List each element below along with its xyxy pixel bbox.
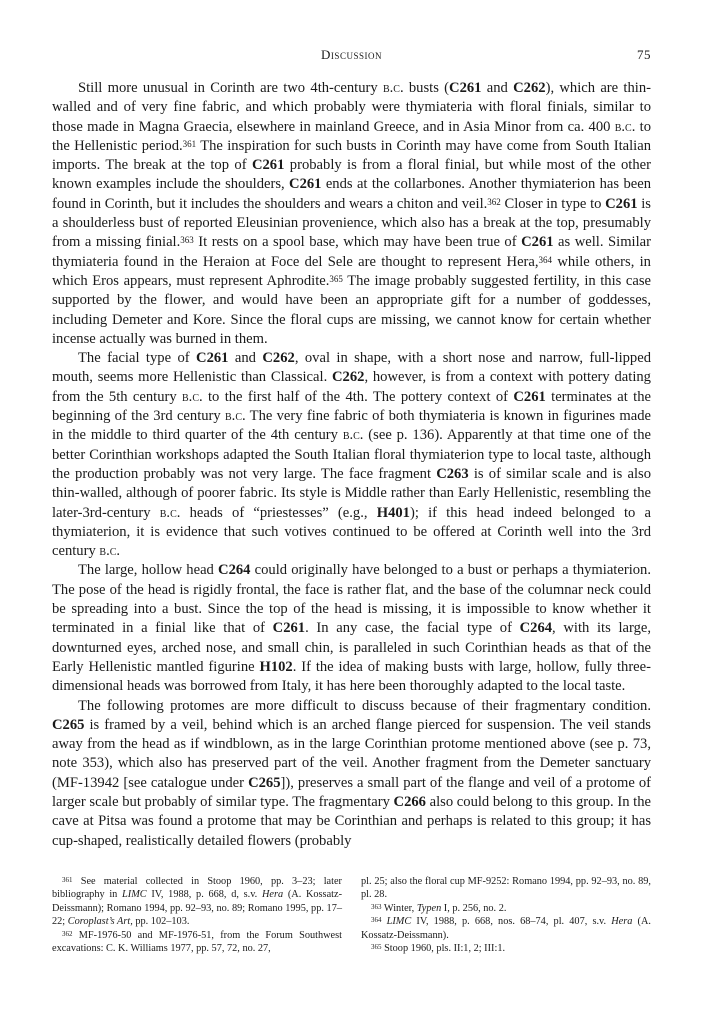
italic-text: Hera bbox=[611, 916, 633, 928]
footnote: $^{362}$ MF-1976-50 and MF-1976-51, from the Forum Southwest excavations: C. K. Williams 1977, pp. 57, 72, no. 27, bbox=[52, 929, 342, 955]
italic-text: Coroplast’s Art, bbox=[67, 916, 133, 928]
small-caps-text: b.c. bbox=[225, 408, 246, 425]
catalogue-ref: C261 bbox=[289, 176, 322, 193]
footnote-ref: 362 bbox=[487, 196, 501, 207]
paragraph-3: The large, hollow head C264 could originally have belonged to a bust or perhaps a thymiaterion. The pose of the head is rigidly frontal, the face is rather flat, and the base of the columnar neck could be spreading into a bust. Since the top of the head is missing, it is impossible to know whether it terminated in a finial like that of C261. In any case, the facial type of C264, with its large, downturned eyes, arched nose, and small chin, is paralleled in such Corinthian heads as that of the Early Hellenistic mantled figurine H102. If the idea of making busts with large, hollow, fully three-dimensional heads was borrowed from Italy, it has here been thoroughly adapted to the local taste. bbox=[52, 562, 651, 695]
catalogue-ref: C262 bbox=[262, 350, 295, 367]
footnote-ref: 362 bbox=[62, 929, 73, 938]
italic-text: LIMC bbox=[122, 889, 147, 901]
footnotes-left-column bbox=[52, 875, 342, 955]
footnotes-right-column bbox=[361, 875, 651, 955]
catalogue-ref: H401 bbox=[376, 504, 410, 521]
body-text bbox=[52, 79, 651, 851]
footnotes bbox=[52, 875, 651, 955]
paragraph-4: The following protomes are more difficult to discuss because of their fragmentary condition. C265 is framed by a veil, behind which is an arched flange pierced for suspension. The veil stands away from the head as if windblown, as in the large Corinthian protome mentioned above (see p. 73, note 353), which also has preserved part of the veil. Another fragment from the Demeter sanctuary (MF-13942 [see catalogue under C265]), preserves a small part of the flange and veil of a protome of larger scale but probably of similar type. The fragmentary C266 also could belong to this group. In the cave at Pitsa was found a protome that may be Corinthian and perhaps is related to this group; it has cup-shaped, realistically detailed flowers (probably bbox=[52, 697, 651, 849]
catalogue-ref: C263 bbox=[436, 465, 469, 482]
small-caps-text: b.c. bbox=[182, 388, 203, 405]
small-caps-text: b.c. bbox=[99, 543, 121, 560]
footnote-ref: 365 bbox=[371, 943, 382, 952]
italic-text: Hera bbox=[261, 889, 284, 901]
catalogue-ref: C261 bbox=[513, 388, 546, 405]
footnote-ref: 365 bbox=[329, 273, 343, 284]
catalogue-ref: C266 bbox=[393, 793, 426, 810]
footnote-ref: 364 bbox=[371, 916, 382, 925]
catalogue-ref: C262 bbox=[332, 369, 365, 386]
catalogue-ref: C261 bbox=[521, 234, 554, 251]
paragraph-1: Still more unusual in Corinth are two 4th-century b.c. busts (C261 and C262), which are thin-walled and of very fine fabric, and which probably were thymiateria with floral finials, similar to those made in Magna Graecia, elsewhere in mainland Greece, and in Asia Minor from ca. 400 b.c. to the Hellenistic period.$^{361}$ The inspiration for such busts in Corinth may have come from South Italian imports. The break at the top of C261 probably is from a floral finial, but while most of the other known examples include the shoulders, C261 ends at the collarbones. Another thymiaterion has been found in Corinth, but it includes the shoulders and wears a chiton and veil.$^{362}$ Closer in type to C261 is a shoulderless bust of reported Eleusinian provenience, which also has a break at the top, presumably from a missing finial.$^{363}$ It rests on a spool base, which may have been true of C261 as well. Similar thymiateria found in the Heraion at Foce del Sele are thought to represent Hera,$^{364}$ while others, in which Eros appears, must represent Aphrodite.$^{365}$ The image probably suggested fertility, in this case supported by the flower, and would have been an appropriate gift for a number of goddesses, including Demeter and Kore. Since the floral cups are missing, we cannot know for certain whether incense actually was burned in them. bbox=[52, 80, 652, 347]
footnote: pl. 25; also the floral cup MF-9252: Romano 1994, pp. 92–93, no. 89, pl. 28. bbox=[361, 876, 651, 901]
catalogue-ref: C265 bbox=[52, 716, 85, 733]
running-head bbox=[52, 47, 651, 65]
small-caps-text: b.c. bbox=[614, 118, 636, 135]
footnote: $^{363}$ Winter, Typen I, p. 256, no. 2. bbox=[371, 902, 507, 914]
catalogue-ref: C261 bbox=[196, 350, 229, 367]
page-number: 75 bbox=[637, 47, 651, 62]
catalogue-ref: H102 bbox=[259, 658, 293, 675]
footnote: $^{364}$ LIMC IV, 1988, p. 668, nos. 68–74, pl. 407, s.v. Hera (A. Kossatz-Deissmann). bbox=[361, 916, 651, 941]
italic-text: LIMC bbox=[386, 916, 412, 928]
footnote-ref: 364 bbox=[538, 254, 553, 265]
catalogue-ref: C261 bbox=[605, 195, 638, 212]
small-caps-text: b.c. bbox=[159, 504, 181, 521]
small-caps-text: b.c. bbox=[342, 427, 364, 444]
catalogue-ref: C261 bbox=[449, 80, 482, 96]
footnote: $^{361}$ See material collected in Stoop 1960, pp. 3–23; later bibliography in LIMC IV, 1988, p. 668, d, s.v. Hera (A. Kossatz-Deissmann); Romano 1994, pp. 92–93, no. 89; Romano 1995, pp. 17–22; Coroplast’s Art, pp. 102–103. bbox=[52, 876, 342, 928]
footnote: $^{365}$ Stoop 1960, pls. II:1, 2; III:1. bbox=[371, 943, 506, 955]
catalogue-ref: C264 bbox=[218, 562, 251, 579]
paragraph-2: The facial type of C261 and C262, oval in shape, with a short nose and narrow, full-lipped mouth, seems more Hellenistic than Classical. C262, however, is from a context with pottery dating from the 5th century b.c. to the first half of the 4th. The pottery context of C261 terminates at the beginning of the 3rd century b.c. The very fine fabric of both thymiateria is known in figurines made in the middle to third quarter of the 4th century b.c. (see p. 136). Apparently at that time one of the better Corinthian workshops adapted the South Italian floral thymiaterion type to local taste, although the production probably was not very large. The face fragment C263 is of similar scale and is also thin-walled, although of poorer fabric. Its style is Middle rather than Early Hellenistic, resembling the later-3rd-century b.c. heads of “priestesses” (e.g., H401); if this head indeed belonged to a thymiaterion, it is evidence that such votives continued to be offered at Corinth well into the 3rd century b.c. bbox=[52, 350, 652, 560]
footnote-ref: 363 bbox=[371, 902, 382, 911]
footnote-ref: 361 bbox=[182, 138, 197, 149]
footnote-ref: 361 bbox=[62, 876, 73, 884]
catalogue-ref: C262 bbox=[513, 80, 546, 96]
catalogue-ref: C264 bbox=[519, 620, 553, 637]
italic-text: Typen bbox=[416, 902, 442, 914]
footnote-ref: 363 bbox=[180, 235, 194, 246]
catalogue-ref: C265 bbox=[248, 774, 281, 791]
small-caps-text: b.c. bbox=[382, 80, 404, 96]
catalogue-ref: C261 bbox=[272, 620, 306, 637]
running-head-title: Discussion bbox=[321, 47, 382, 62]
catalogue-ref: C261 bbox=[251, 157, 285, 174]
